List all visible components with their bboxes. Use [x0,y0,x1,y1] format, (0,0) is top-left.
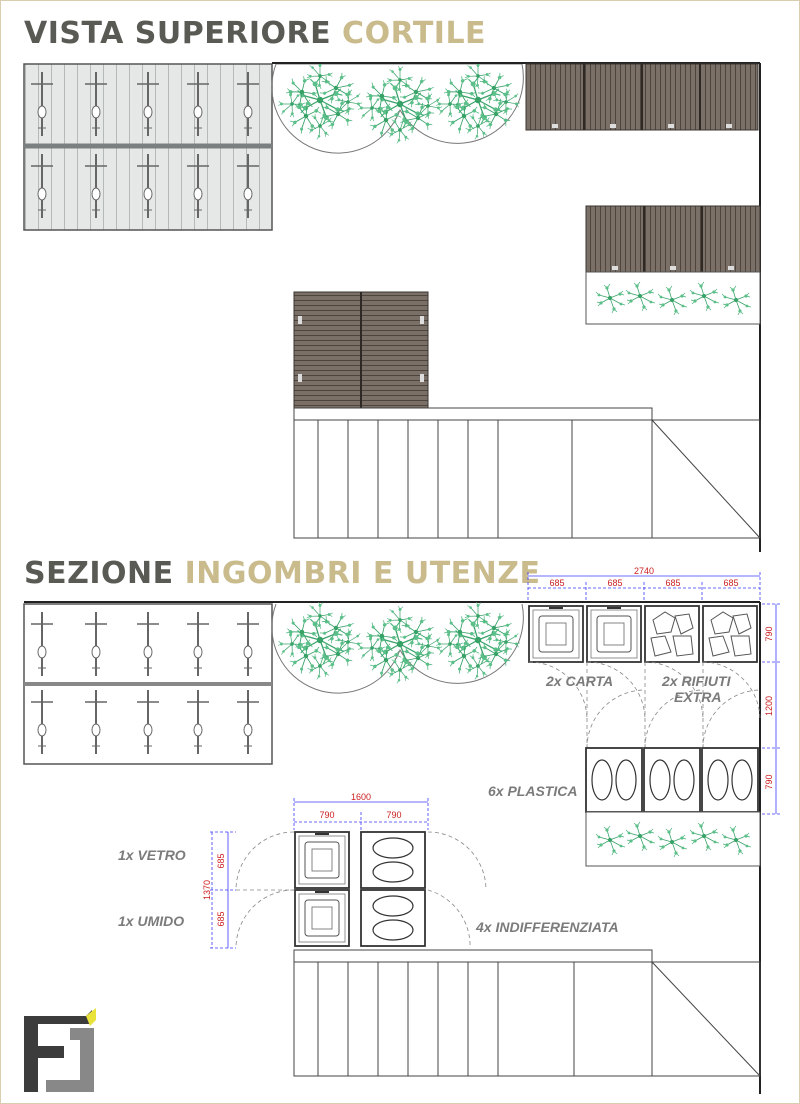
dimension-right [762,604,780,814]
dim-mid-part-1: 790 [319,810,335,820]
heading-section-accent: INGOMBRI E UTENZE [184,556,541,591]
dim-top-part-2: 685 [607,578,623,588]
dimension-left [202,832,236,948]
dim-top-total: 2740 [633,566,655,576]
label-plastica: 6x PLASTICA [488,783,578,799]
tree-canopy-icon [272,599,525,693]
heading-top-accent: CORTILE [342,16,487,51]
label-umido: 1x UMIDO [118,913,185,929]
section-view-plan [24,566,780,1094]
dim-right-middle: 1200 [764,695,774,717]
dim-top-part-3: 685 [665,578,681,588]
heading-section-dark: SEZIONE [24,556,174,591]
dim-mid-total: 1600 [350,792,372,802]
wood-bins-right [586,206,760,272]
label-indifferenziata: 4x INDIFFERENZIATA [476,919,619,935]
stair-ramp-top [294,408,760,538]
heading-top-dark: VISTA SUPERIORE [24,16,332,51]
wood-bins-center [294,292,428,408]
label-vetro: 1x VETRO [118,847,186,863]
bike-shelter-top [24,64,272,230]
dim-top-part-1: 685 [549,578,565,588]
monogram-logo-icon [24,1008,96,1092]
dimension-top [528,566,760,602]
planter-top [586,272,760,324]
waste-bin-icon [586,748,758,812]
wood-bins-top-row [526,64,758,130]
label-rifiuti-line1: 2x RIFIUTI [662,673,731,689]
waste-bin-icon [295,832,425,946]
dim-mid-part-2: 790 [386,810,402,820]
stair-ramp-section [294,950,760,1076]
dim-right-lower: 790 [764,774,774,790]
dim-right-upper: 790 [764,626,774,642]
dim-top-part-4: 685 [723,578,739,588]
dim-left-total: 1370 [202,879,212,901]
tree-canopy-icon [272,59,525,153]
waste-bin-icon [529,606,757,662]
label-carta: 2x CARTA [546,673,614,689]
label-rifiuti-line2: EXTRA [674,689,722,705]
bike-shelter-section [24,604,272,764]
top-view-plan [24,59,760,552]
dim-left-part-2: 685 [216,911,226,927]
dim-left-part-1: 685 [216,853,226,869]
dimension-middle [294,792,428,830]
planter-section [586,812,760,866]
